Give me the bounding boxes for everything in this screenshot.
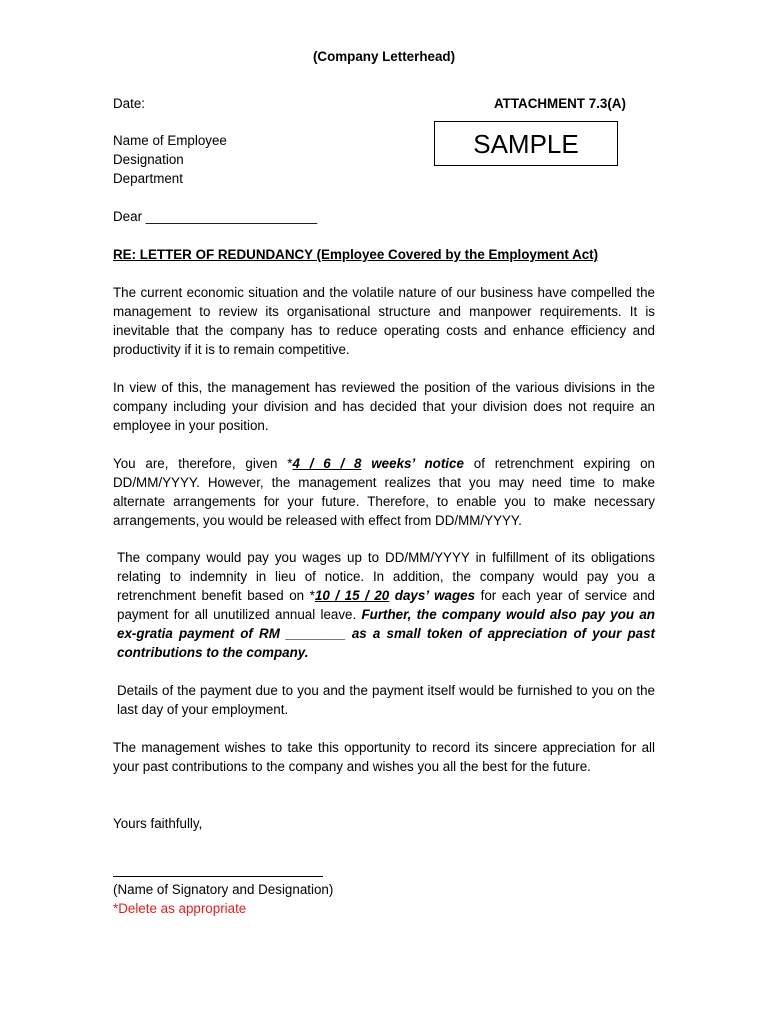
ex-gratia-text: Further, the company would also pay you an ex-gratia payment of RM ________ as a small token of appreciation of your past contributions to the company. xyxy=(117,607,655,660)
subject-line: RE: LETTER OF REDUNDANCY (Employee Covered by the Employment Act) xyxy=(113,247,599,262)
sample-stamp xyxy=(434,121,618,166)
paragraph-payment xyxy=(117,548,655,662)
notice-period-suffix: weeks’ notice xyxy=(361,456,464,471)
signatory-name: (Name of Signatory and Designation) xyxy=(113,882,334,897)
company-letterhead: (Company Letterhead) xyxy=(312,49,456,64)
wages-period xyxy=(315,588,475,603)
signature-line xyxy=(113,876,323,877)
date-label: Date: xyxy=(113,96,146,111)
employee-name: Name of Employee xyxy=(113,133,227,148)
salutation: Dear _______________________ xyxy=(113,209,318,224)
paragraph-appreciation: The management wishes to take this opportunity to record its sincere appreciation for all your past contributions to the company and wishes you all the best for the future. xyxy=(113,740,655,774)
attachment-label: ATTACHMENT 7.3(A) xyxy=(494,96,626,111)
sample-stamp-text: SAMPLE xyxy=(473,128,579,159)
wages-period-suffix: days’ wages xyxy=(389,588,476,603)
notice-text-after: of retrenchment expiring on DD/MM/YYYY. However, the management realizes that you may need time to make alternate arrangements for your future. Therefore, to enable you to make necessary arrangements, you would be released with effect from DD/MM/YYYY. xyxy=(113,456,656,528)
paragraph-payment-details: Details of the payment due to you and the payment itself would be furnished to you on the last day of your employment. xyxy=(117,683,655,717)
notice-text-before: You are, therefore, given * xyxy=(113,456,293,471)
employee-designation: Designation xyxy=(113,152,184,167)
payment-text-before: The company would pay you wages up to DD/MM/YYYY in fulfillment of its obligations relating to indemnity in lieu of notice. In addition, the company would pay you a retrenchment benefit based on * xyxy=(117,550,655,603)
notice-period-value: 4 / 6 / 8 xyxy=(292,456,362,471)
closing-yours-faithfully: Yours faithfully, xyxy=(113,816,203,831)
notice-period xyxy=(292,456,464,471)
paragraph-review: In view of this, the management has reviewed the position of the various divisions in the company including your division and has decided that your division does not require an employee in your position. xyxy=(113,380,655,433)
wages-period-value: 10 / 15 / 20 xyxy=(314,588,390,603)
payment-text-middle: for each year of service and payment for all unutilized annual leave. xyxy=(117,588,655,622)
paragraph-notice xyxy=(113,454,655,530)
paragraph-economic-situation: The current economic situation and the volatile nature of our business have compelled the management to review its organisational structure and manpower requirements. It is inevitable that the company has to reduce operating costs and enhance efficiency and productivity if it is to remain competitive. xyxy=(113,285,655,357)
employee-department: Department xyxy=(113,171,183,186)
delete-note: *Delete as appropriate xyxy=(113,901,247,916)
